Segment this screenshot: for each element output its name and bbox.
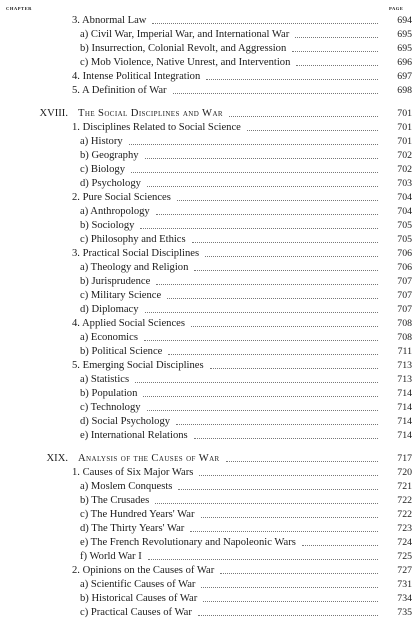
entry-title: b) Geography [80,150,139,161]
page-number: 721 [397,481,412,492]
section-row [0,14,418,28]
subsection-row [0,606,418,620]
page-number: 706 [397,262,412,273]
entry-title: 1. Causes of Six Major Wars [72,467,194,478]
dot-leader [148,557,378,560]
dot-leader [178,487,378,490]
page-number: 704 [397,192,412,203]
entry-title: 1. Disciplines Related to Social Science [72,122,241,133]
page-number: 695 [397,29,412,40]
page-number: 711 [397,346,412,357]
page-number: 722 [397,495,412,506]
page-number: 705 [397,234,412,245]
dot-leader [147,408,378,411]
dot-leader [194,268,378,271]
page-number: 724 [397,537,412,548]
entry-title: b) Political Science [80,346,163,357]
entry-title: b) Insurrection, Colonial Revolt, and Aggression [80,43,287,54]
entry-title: b) The Crusades [80,495,150,506]
subsection-row [0,149,418,163]
entry-title: a) Scientific Causes of War [80,579,196,590]
page-number: 703 [397,178,412,189]
entry-title: c) Practical Causes of War [80,607,192,618]
dot-leader [177,198,378,201]
subsection-row [0,219,418,233]
subsection-row [0,550,418,564]
page-number: 702 [397,150,412,161]
page-number: 696 [397,57,412,68]
entry-title: 4. Applied Social Sciences [72,318,185,329]
section-row [0,317,418,331]
entry-title: 4. Intense Political Integration [72,71,201,82]
dot-leader [176,422,378,425]
entry-title: b) Historical Causes of War [80,593,198,604]
page-number: 695 [397,43,412,54]
subsection-row [0,536,418,550]
entry-title: 5. A Definition of War [72,85,167,96]
page-number: 722 [397,509,412,520]
page-number: 713 [397,374,412,385]
subsection-row [0,261,418,275]
page-number: 701 [397,108,412,119]
dot-leader [206,77,378,80]
dot-leader [190,529,378,532]
dot-leader [295,35,378,38]
page-number: 723 [397,523,412,534]
page-number: 734 [397,593,412,604]
page-number: 707 [397,304,412,315]
subsection-row [0,42,418,56]
page-number: 725 [397,551,412,562]
subsection-row [0,494,418,508]
entry-title: a) Moslem Conquests [80,481,173,492]
dot-leader [156,282,378,285]
subsection-row [0,578,418,592]
chapter-row [0,107,418,121]
entry-title: 3. Practical Social Disciplines [72,248,200,259]
dot-leader [168,352,378,355]
subsection-row [0,163,418,177]
section-row [0,191,418,205]
page-number: 713 [397,360,412,371]
section-row [0,121,418,135]
page-number: 702 [397,164,412,175]
section-row [0,359,418,373]
dot-leader [191,324,378,327]
section-row [0,84,418,98]
entry-title: e) International Relations [80,430,188,441]
page-number: 714 [397,430,412,441]
dot-leader [145,156,378,159]
subsection-row [0,401,418,415]
entry-title: c) Mob Violence, Native Unrest, and Intervention [80,57,291,68]
entry-title: b) Jurisprudence [80,276,151,287]
page-number: 701 [397,136,412,147]
page-number: 720 [397,467,412,478]
page-number: 708 [397,318,412,329]
page-number: 714 [397,416,412,427]
section-row [0,564,418,578]
entry-title: c) Philosophy and Ethics [80,234,186,245]
dot-leader [129,142,378,145]
subsection-row [0,429,418,443]
dot-leader [302,543,378,546]
dot-leader [140,226,378,229]
chapter-row [0,452,418,466]
page-number: 704 [397,206,412,217]
section-row [0,70,418,84]
page-number: 698 [397,85,412,96]
entry-title: a) Statistics [80,374,130,385]
dot-leader [247,128,378,131]
entry-title: a) Economics [80,332,138,343]
page-number: 731 [397,579,412,590]
subsection-row [0,135,418,149]
page-number: 707 [397,290,412,301]
dot-leader [131,170,378,173]
subsection-row [0,415,418,429]
subsection-row [0,373,418,387]
dot-leader [220,571,378,574]
entry-title: 2. Opinions on the Causes of War [72,565,215,576]
dot-leader [194,436,378,439]
dot-leader [201,585,378,588]
page-number: 701 [397,122,412,133]
dot-leader [201,515,378,518]
dot-leader [292,49,378,52]
entry-title: 5. Emerging Social Disciplines [72,360,204,371]
dot-leader [143,394,378,397]
page-number: 708 [397,332,412,343]
subsection-row [0,480,418,494]
subsection-row [0,387,418,401]
dot-leader [226,459,378,462]
dot-leader [173,91,378,94]
entry-title: d) Psychology [80,178,141,189]
page-number: 694 [397,15,412,26]
entry-title: b) Sociology [80,220,135,231]
subsection-row [0,233,418,247]
entry-title: 3. Abnormal Law [72,15,147,26]
entry-title: a) Civil War, Imperial War, and International War [80,29,290,40]
entry-title: e) The French Revolutionary and Napoleonic Wars [80,537,296,548]
dot-leader [296,63,378,66]
entry-title: c) Military Science [80,290,162,301]
entry-title: c) Technology [80,402,141,413]
subsection-row [0,345,418,359]
dot-leader [192,240,378,243]
entry-title: b) Population [80,388,138,399]
page-number: 735 [397,607,412,618]
page-number: 714 [397,388,412,399]
entry-title: d) Social Psychology [80,416,171,427]
dot-leader [210,366,378,369]
dot-leader [203,599,378,602]
entry-title: a) History [80,136,123,147]
subsection-row [0,508,418,522]
page-number: 697 [397,71,412,82]
dot-leader [155,501,378,504]
entry-title: d) Diplomacy [80,304,139,315]
subsection-row [0,205,418,219]
subsection-row [0,303,418,317]
subsection-row [0,275,418,289]
dot-leader [156,212,378,215]
section-row [0,466,418,480]
chapter-number: XIX. [46,453,68,464]
page-number: 705 [397,220,412,231]
entry-title: c) The Hundred Years' War [80,509,195,520]
entry-title: f) World War I [80,551,142,562]
subsection-row [0,28,418,42]
entry-title: a) Anthropology [80,206,150,217]
dot-leader [229,114,378,117]
page-number: 727 [397,565,412,576]
dot-leader [205,254,378,257]
entry-title: d) The Thirty Years' War [80,523,185,534]
entry-title: 2. Pure Social Sciences [72,192,171,203]
chapter-title: Analysis of the Causes of War [78,453,220,464]
dot-leader [135,380,378,383]
page-number: 714 [397,402,412,413]
entry-title: c) Biology [80,164,126,175]
chapter-title: The Social Disciplines and War [78,108,223,119]
subsection-row [0,592,418,606]
dot-leader [152,21,378,24]
subsection-row [0,522,418,536]
dot-leader [198,613,378,616]
section-row [0,247,418,261]
subsection-row [0,177,418,191]
dot-leader [147,184,378,187]
dot-leader [145,310,378,313]
subsection-row [0,56,418,70]
subsection-row [0,331,418,345]
subsection-row [0,289,418,303]
dot-leader [167,296,378,299]
column-header-page: PAGE [389,6,404,11]
entry-title: a) Theology and Religion [80,262,189,273]
page-number: 707 [397,276,412,287]
dot-leader [144,338,378,341]
column-header-chapter: CHAPTER [6,6,32,11]
dot-leader [199,473,378,476]
page-number: 706 [397,248,412,259]
chapter-number: XVIII. [39,108,68,119]
page-number: 717 [397,453,412,464]
